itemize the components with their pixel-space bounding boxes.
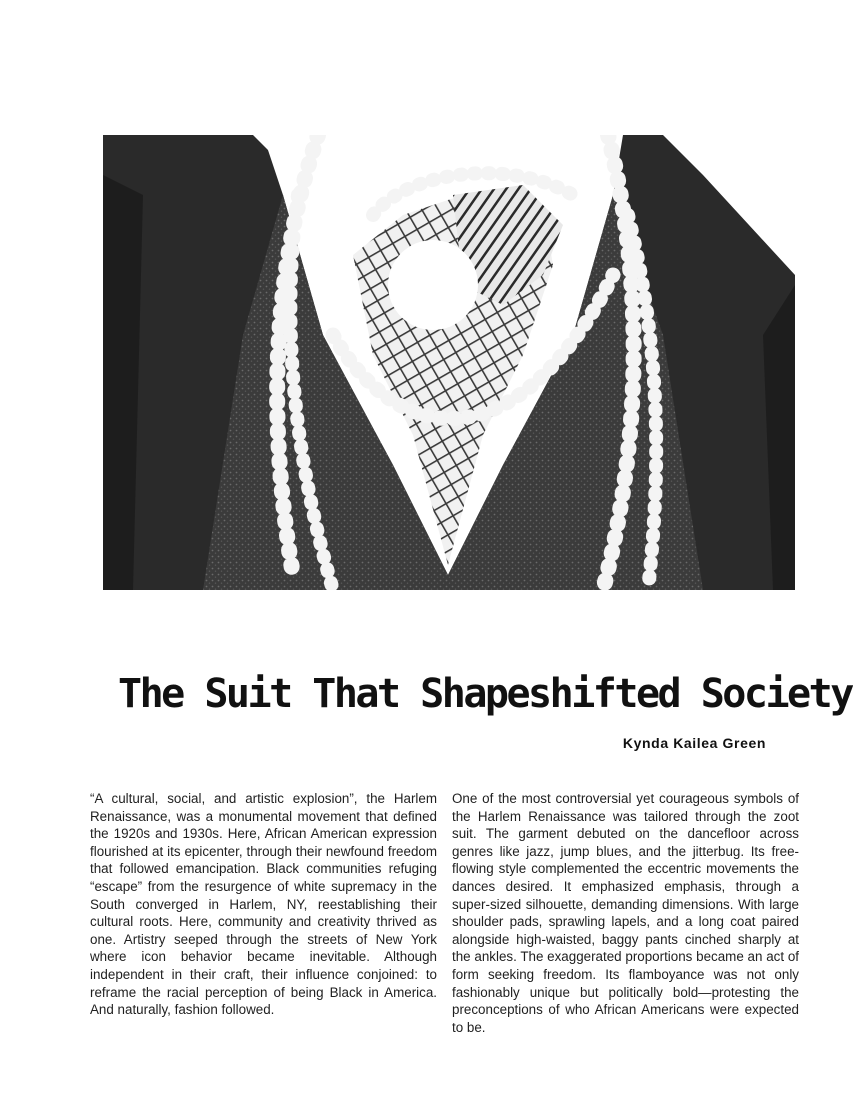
- body-column-right: One of the most controversial yet courageous symbols of the Harlem Renaissance was tailored through the zoot suit. The garment debuted on the dancefloor across genres like jazz, jump blues, and the jitterbug. Its free-flowing style complemented the eccentric movements the dances desired. It emphasized emphasis, through a super-sized silhouette, demanding dimensions. With large shoulder pads, sprawling lapels, and a long coat paired alongside high-waisted, baggy pants cinched sharply at the ankles. The exaggerated proportions became an act of form seeking freedom. Its flamboyance was not only fashionably unique but politically bold—protesting the preconceptions of who African Americans were expected to be.: [452, 791, 799, 1035]
- zoot-suit-photo-illustration: [103, 135, 795, 590]
- article-title: The Suit That Shapeshifted Society: [118, 671, 852, 717]
- tie-highlight: [388, 240, 478, 330]
- author-byline: Kynda Kailea Green: [622, 735, 766, 751]
- body-column-left: “A cultural, social, and artistic explosion”, the Harlem Renaissance, was a monumental movement that defined the 1920s and 1930s. Here, African American expression flourished at its epicenter, through their newfound freedom that followed emancipation. Black communities refuging “escape” from the resurgence of white supremacy in the South converged in Harlem, NY, reestablishing their cultural roots. Here, community and creativity thrived as one. Artistry seeped through the streets of New York where icon behavior became inevitable. Although independent in their craft, their influence conjoined: to reframe the racial perception of being Black in America. And naturally, fashion followed.: [90, 791, 437, 1018]
- hero-photo: [103, 135, 795, 590]
